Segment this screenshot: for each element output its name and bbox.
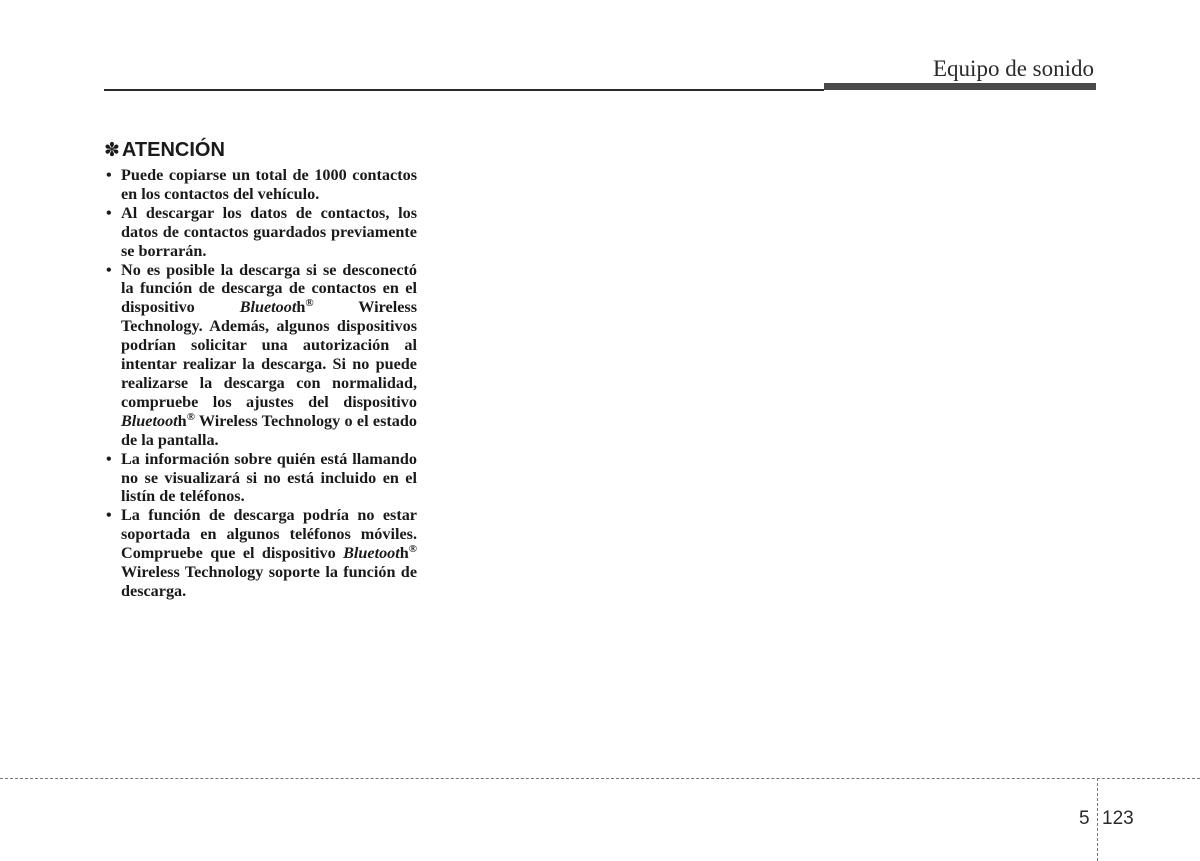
footer-dashed-divider [1097,778,1098,861]
notice-heading-text: ATENCIÓN [121,139,225,161]
list-item: • No es posible la descarga si se desconectó la función de descarga de contactos en el dispositivo Bluetooth® Wireless Technology. Además, algunos dispositivos podrían solicitar una autorización al intentar realizar la descarga. Si no puede realizarse la descarga con normalidad, compruebe los ajustes del dispositivo Bluetooth® Wireless Technology o el estado de la pantalla. [104,261,417,450]
bluetooth-brand: Bluetoot [343,544,400,563]
bluetooth-brand: Bluetoot [121,411,178,430]
notice-heading [104,138,417,163]
list-item: • Puede copiarse un total de 1000 contactos en los contactos del vehículo. [104,166,417,204]
header-rule-thin [104,89,824,91]
bluetooth-brand: Bluetoot [239,298,297,317]
list-item: • La función de descarga podría no estar soportada en algunos teléfonos móviles. Compruebe que el dispositivo Bluetooth® Wireless Technology soporte la función de descarga. [104,506,417,601]
chapter-number: 5 [1079,808,1090,829]
asterisk-icon: ✽ [104,140,120,161]
registered-mark: ® [408,543,417,556]
notice-list [104,166,417,601]
footer-dashed-rule [0,778,1200,779]
header-rule-thick [824,83,1096,90]
list-item: • La información sobre quién está llamando no se visualizará si no está incluido en el listín de teléfonos. [104,450,417,507]
registered-mark: ® [186,410,195,423]
registered-mark: ® [305,297,314,310]
list-item: • Al descargar los datos de contactos, los datos de contactos guardados previamente se borrarán. [104,204,417,261]
section-title: Equipo de sonido [933,56,1094,81]
page-number: 123 [1102,808,1134,829]
notice-box [104,138,417,601]
